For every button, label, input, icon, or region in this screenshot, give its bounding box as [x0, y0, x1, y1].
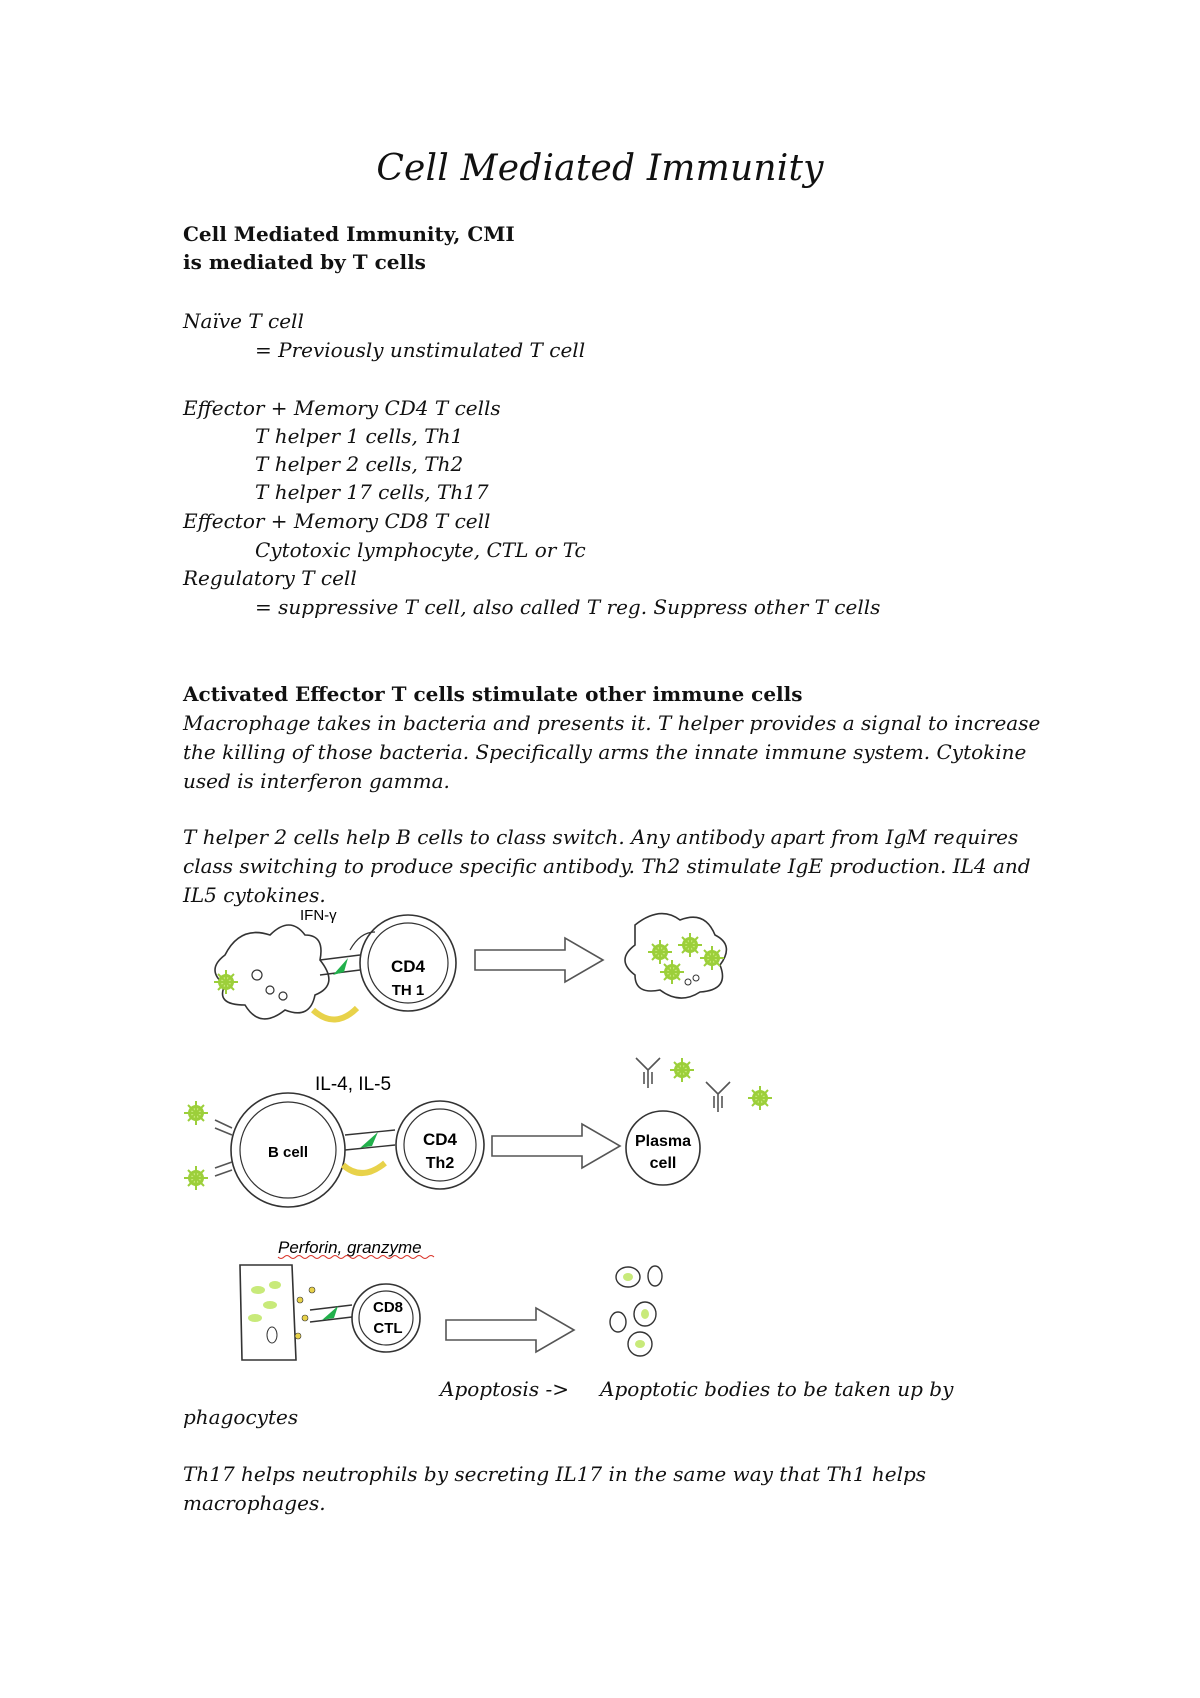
- th1-label: TH 1: [391, 982, 425, 999]
- paragraph-line: Macrophage takes in bacteria and presents it. T helper provides a signal to increase: [183, 711, 1041, 735]
- cytotoxic-lymphocyte: Cytotoxic lymphocyte, CTL or Tc: [255, 538, 586, 562]
- activated-heading: Activated Effector T cells stimulate other immune cells: [183, 682, 803, 706]
- perforin-granzyme-label: Perforin, granzyme: [278, 1238, 422, 1257]
- th17-paragraph: [183, 1460, 926, 1518]
- th2-cells: T helper 2 cells, Th2: [255, 452, 464, 476]
- paragraph-line: IL5 cytokines.: [183, 883, 326, 907]
- regulatory-t-cell-definition: = suppressive T cell, also called T reg. Suppress other T cells: [255, 595, 881, 619]
- phagocytes-label: phagocytes: [183, 1405, 299, 1429]
- arrow-icon: [492, 1124, 620, 1168]
- th1-cells: T helper 1 cells, Th1: [255, 424, 464, 448]
- ctl-label: CTL: [373, 1320, 403, 1337]
- cell-label: cell: [649, 1155, 677, 1172]
- th2-label: Th2: [425, 1155, 455, 1172]
- paragraph-line: used is interferon gamma.: [183, 769, 450, 793]
- paragraph-line: T helper 2 cells help B cells to class switch. Any antibody apart from IgM requires: [183, 825, 1019, 849]
- antibody-icon: [636, 1058, 660, 1088]
- th17-cells: T helper 17 cells, Th17: [255, 480, 489, 504]
- bacteria-icon: [184, 1166, 208, 1190]
- target-cell: [240, 1265, 296, 1360]
- bacteria-icon: [670, 1058, 694, 1082]
- yellow-arrow-icon: [343, 1163, 385, 1173]
- b-cell-label: B cell: [267, 1144, 309, 1161]
- arrow-icon: [446, 1308, 574, 1352]
- arrow-icon: [475, 938, 603, 982]
- naive-t-cell-definition: = Previously unstimulated T cell: [255, 338, 586, 362]
- bacteria-icon: [184, 1101, 208, 1125]
- macrophage-shape: [215, 925, 329, 1019]
- yellow-arrow-icon: [313, 1008, 357, 1020]
- cd8-label: CD8: [372, 1299, 404, 1316]
- intro-heading-line2: is mediated by T cells: [183, 250, 426, 274]
- plasma-label: Plasma: [634, 1133, 692, 1150]
- paragraph-line: class switching to produce specific antibody. Th2 stimulate IgE production. IL4 and: [183, 854, 1031, 878]
- ctl-diagram: [240, 1238, 662, 1360]
- apoptotic-bodies-label: Apoptotic bodies to be taken up by: [600, 1377, 954, 1401]
- paragraph-line: the killing of those bacteria. Specifically arms the innate immune system. Cytokine: [183, 740, 1027, 764]
- cd4-label: CD4: [422, 1130, 458, 1149]
- th2-bcell-diagram: [184, 1058, 772, 1207]
- intro-heading-line1: Cell Mediated Immunity, CMI: [183, 222, 515, 246]
- regulatory-t-cell: Regulatory T cell: [183, 566, 357, 590]
- paragraph-line: macrophages.: [183, 1491, 326, 1515]
- bacteria-icon: [748, 1086, 772, 1110]
- cd8-ctl-cell: [352, 1284, 420, 1352]
- page-title: Cell Mediated Immunity: [376, 148, 824, 189]
- cd8-memory-cell: Effector + Memory CD8 T cell: [183, 509, 491, 533]
- cd4-memory-cells: Effector + Memory CD4 T cells: [183, 396, 501, 420]
- il4-il5-label: IL-4, IL-5: [315, 1074, 392, 1095]
- green-arrow-icon: [360, 1132, 378, 1148]
- naive-t-cell: Naïve T cell: [183, 309, 304, 333]
- th1-macrophage-diagram: [214, 907, 726, 1020]
- apoptotic-bodies: [610, 1266, 662, 1356]
- paragraph-line: Th17 helps neutrophils by secreting IL17 in the same way that Th1 helps: [183, 1462, 927, 1486]
- ifn-gamma-label: IFN-γ: [300, 907, 337, 924]
- cd4-label: CD4: [390, 957, 426, 976]
- apoptosis-label: Apoptosis ->: [440, 1377, 569, 1401]
- antibody-icon: [706, 1082, 730, 1112]
